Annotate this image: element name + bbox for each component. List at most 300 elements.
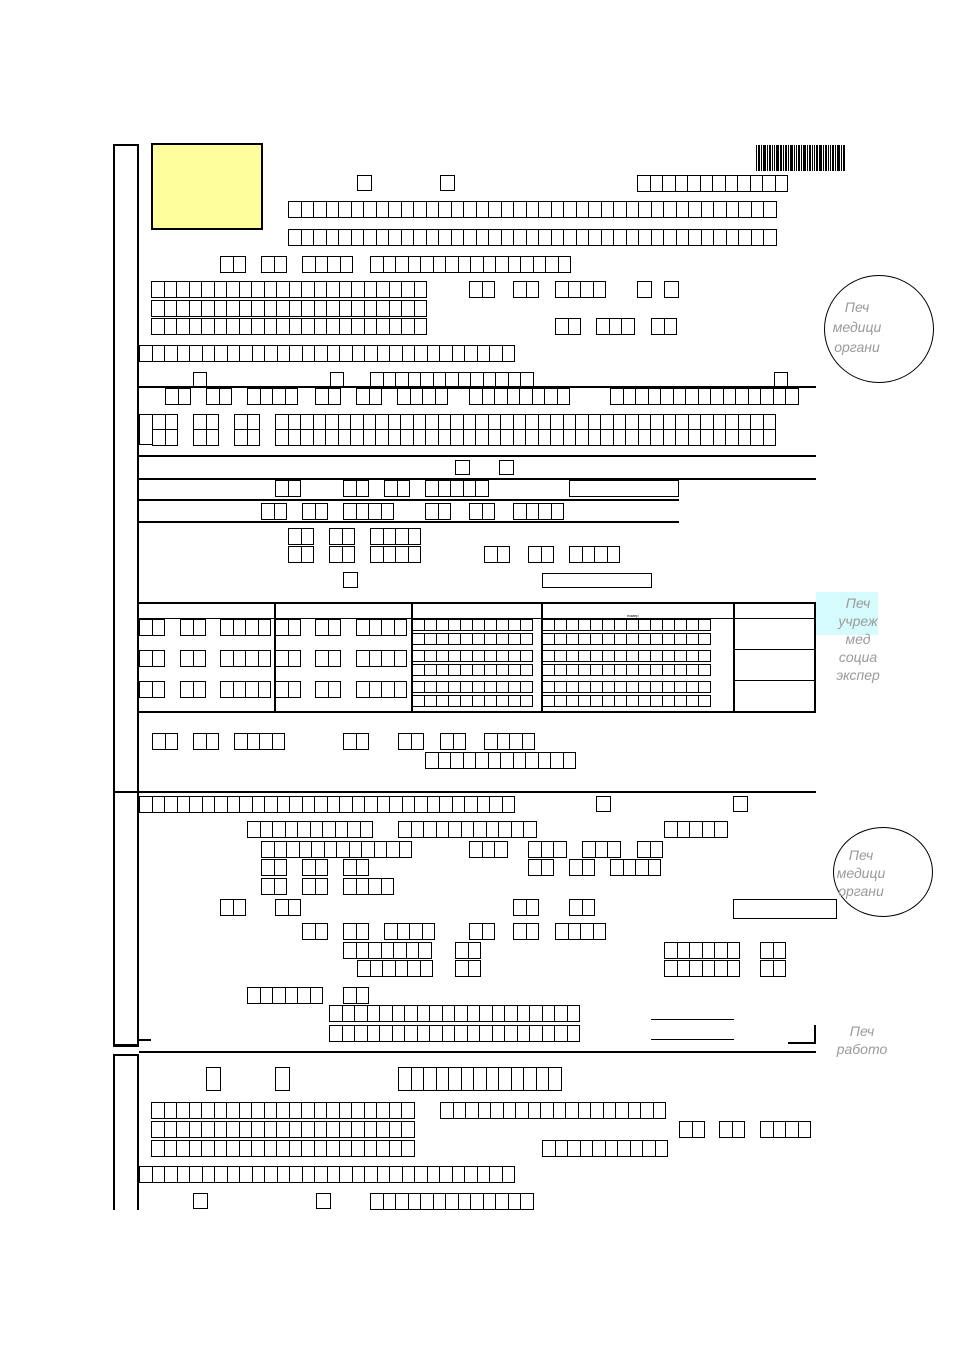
entry-cell[interactable]: [383, 546, 397, 563]
entry-cell[interactable]: [247, 429, 261, 446]
entry-cell[interactable]: [258, 650, 272, 667]
entry-cell[interactable]: [326, 1102, 340, 1119]
entry-cell[interactable]: [420, 256, 434, 273]
entry-cell[interactable]: [748, 388, 762, 405]
entry-cell[interactable]: [497, 733, 511, 750]
entry-cell[interactable]: [479, 1025, 493, 1042]
entry-cell[interactable]: [314, 1102, 328, 1119]
amount-cells[interactable]: [343, 987, 369, 1004]
amount-cells[interactable]: [343, 942, 432, 959]
entry-cell[interactable]: [488, 229, 502, 246]
entry-cell[interactable]: [339, 1166, 353, 1183]
entry-cell[interactable]: [576, 201, 590, 218]
entry-cell[interactable]: [401, 1102, 415, 1119]
entry-cell[interactable]: [370, 528, 384, 545]
entry-cell[interactable]: [315, 388, 329, 405]
entry-cell[interactable]: [264, 318, 278, 335]
entry-cell[interactable]: [798, 1121, 812, 1138]
entry-cell[interactable]: [277, 1166, 291, 1183]
entry-cell[interactable]: [343, 503, 357, 520]
date-cells[interactable]: [315, 619, 341, 636]
entry-cell[interactable]: [381, 650, 395, 667]
entry-cell[interactable]: [528, 841, 542, 858]
entry-cell[interactable]: [517, 1025, 531, 1042]
entry-cell[interactable]: [389, 318, 403, 335]
entry-cell[interactable]: [613, 229, 627, 246]
entry-cell[interactable]: [176, 281, 190, 298]
entry-cell[interactable]: [603, 1102, 617, 1119]
entry-cell[interactable]: [220, 650, 234, 667]
entry-cell[interactable]: [760, 388, 774, 405]
entry-cell[interactable]: [301, 528, 315, 545]
entry-cell[interactable]: [340, 256, 354, 273]
entry-cell[interactable]: [351, 1102, 365, 1119]
entry-cell[interactable]: [376, 300, 390, 317]
entry-cell[interactable]: [288, 480, 302, 497]
entry-cell[interactable]: [369, 619, 383, 636]
entry-cell[interactable]: [326, 201, 340, 218]
entry-cell[interactable]: [234, 733, 248, 750]
entry-cell[interactable]: [239, 1166, 253, 1183]
entry-cell[interactable]: [343, 859, 357, 876]
entry-cell[interactable]: [414, 1166, 428, 1183]
checkbox[interactable]: [455, 460, 470, 475]
entry-cell[interactable]: [325, 429, 339, 446]
entry-cell[interactable]: [299, 841, 313, 858]
entry-cell[interactable]: [513, 201, 527, 218]
entry-cell[interactable]: [592, 1140, 606, 1157]
entry-cell[interactable]: [327, 256, 341, 273]
entry-cell[interactable]: [288, 650, 302, 667]
entry-cell[interactable]: [350, 429, 364, 446]
entry-cell[interactable]: [578, 1102, 592, 1119]
entry-cell[interactable]: [343, 987, 357, 1004]
entry-cell[interactable]: [164, 796, 178, 813]
entry-cell[interactable]: [381, 503, 395, 520]
entry-cell[interactable]: [364, 345, 378, 362]
date-cells[interactable]: [329, 546, 355, 563]
entry-cell[interactable]: [301, 546, 315, 563]
entry-cell[interactable]: [401, 300, 415, 317]
entry-cell[interactable]: [276, 300, 290, 317]
entry-cell[interactable]: [202, 345, 216, 362]
entry-cell[interactable]: [650, 429, 664, 446]
entry-cell[interactable]: [164, 1166, 178, 1183]
entry-cell[interactable]: [261, 503, 275, 520]
entry-cell[interactable]: [375, 429, 389, 446]
entry-cell[interactable]: [251, 1102, 265, 1119]
entry-cell[interactable]: [541, 841, 555, 858]
entry-cell[interactable]: [465, 1102, 479, 1119]
entry-cell[interactable]: [542, 1025, 556, 1042]
entry-cell[interactable]: [452, 345, 466, 362]
entry-cell[interactable]: [621, 318, 635, 335]
entry-cell[interactable]: [214, 281, 228, 298]
entry-cell[interactable]: [523, 821, 537, 838]
entry-cell[interactable]: [189, 318, 203, 335]
entry-cell[interactable]: [264, 1166, 278, 1183]
entry-cell[interactable]: [520, 619, 533, 631]
entry-cell[interactable]: [413, 201, 427, 218]
entry-cell[interactable]: [388, 229, 402, 246]
entry-cell[interactable]: [692, 1121, 706, 1138]
entry-cell[interactable]: [454, 1025, 468, 1042]
entry-cell[interactable]: [193, 429, 207, 446]
entry-cell[interactable]: [326, 1121, 340, 1138]
entry-cell[interactable]: [289, 318, 303, 335]
entry-cell[interactable]: [525, 429, 539, 446]
entry-cell[interactable]: [520, 256, 534, 273]
entry-cell[interactable]: [475, 752, 489, 769]
entry-cell[interactable]: [261, 256, 275, 273]
entry-cell[interactable]: [327, 1166, 341, 1183]
entry-cell[interactable]: [301, 300, 315, 317]
entry-cell[interactable]: [364, 1140, 378, 1157]
number-cells[interactable]: [513, 899, 539, 916]
entry-cell[interactable]: [189, 1166, 203, 1183]
entry-cell[interactable]: [227, 796, 241, 813]
entry-cell[interactable]: [615, 1102, 629, 1119]
entry-cell[interactable]: [425, 503, 439, 520]
entry-cell[interactable]: [488, 752, 502, 769]
entry-cell[interactable]: [214, 345, 228, 362]
entry-cell[interactable]: [379, 1005, 393, 1022]
entry-cell[interactable]: [601, 229, 615, 246]
entry-cell[interactable]: [544, 388, 558, 405]
entry-cell[interactable]: [468, 960, 482, 977]
entry-cell[interactable]: [285, 388, 299, 405]
entry-cell[interactable]: [368, 878, 382, 895]
entry-cell[interactable]: [642, 1140, 656, 1157]
entry-cell[interactable]: [226, 1102, 240, 1119]
entry-cell[interactable]: [490, 1102, 504, 1119]
entry-cell[interactable]: [425, 480, 439, 497]
entry-cell[interactable]: [593, 923, 607, 940]
amount-cells[interactable]: [455, 942, 481, 959]
entry-cell[interactable]: [494, 841, 508, 858]
entry-cell[interactable]: [152, 796, 166, 813]
entry-cell[interactable]: [342, 1005, 356, 1022]
date-cells[interactable]: [425, 480, 489, 497]
entry-cell[interactable]: [595, 841, 609, 858]
date-cells[interactable]: [469, 281, 495, 298]
entry-cell[interactable]: [427, 345, 441, 362]
entry-cell[interactable]: [274, 878, 288, 895]
entry-cell[interactable]: [151, 300, 165, 317]
entry-cell[interactable]: [364, 1121, 378, 1138]
number-cells[interactable]: [664, 821, 728, 838]
entry-cell[interactable]: [233, 899, 247, 916]
name-cells[interactable]: [151, 1140, 415, 1157]
entry-cell[interactable]: [239, 796, 253, 813]
entry-cell[interactable]: [259, 733, 273, 750]
entry-cell[interactable]: [189, 1102, 203, 1119]
entry-cell[interactable]: [698, 633, 711, 645]
entry-cell[interactable]: [301, 1102, 315, 1119]
entry-cell[interactable]: [327, 345, 341, 362]
name-cells[interactable]: [440, 1102, 666, 1119]
entry-cell[interactable]: [542, 1140, 556, 1157]
entry-cell[interactable]: [455, 960, 469, 977]
entry-cell[interactable]: [343, 923, 357, 940]
entry-cell[interactable]: [189, 1140, 203, 1157]
entry-cell[interactable]: [313, 229, 327, 246]
date-cells[interactable]: [139, 650, 165, 667]
entry-cell[interactable]: [369, 388, 383, 405]
entry-cell[interactable]: [370, 256, 384, 273]
entry-cell[interactable]: [349, 841, 363, 858]
entry-cell[interactable]: [698, 619, 711, 631]
entry-cell[interactable]: [245, 619, 259, 636]
entry-cell[interactable]: [679, 1121, 693, 1138]
entry-cell[interactable]: [289, 1121, 303, 1138]
entry-cell[interactable]: [404, 1025, 418, 1042]
entry-cell[interactable]: [436, 821, 450, 838]
entry-cell[interactable]: [374, 841, 388, 858]
name-cells[interactable]: [329, 1005, 580, 1022]
entry-cell[interactable]: [315, 859, 329, 876]
entry-cell[interactable]: [302, 796, 316, 813]
checkbox[interactable]: [193, 1193, 208, 1209]
entry-cell[interactable]: [193, 650, 207, 667]
entry-cell[interactable]: [369, 650, 383, 667]
entry-cell[interactable]: [139, 345, 153, 362]
entry-cell[interactable]: [541, 859, 555, 876]
entry-cell[interactable]: [532, 388, 546, 405]
entry-cell[interactable]: [314, 345, 328, 362]
entry-cell[interactable]: [576, 229, 590, 246]
entry-cell[interactable]: [550, 752, 564, 769]
entry-cell[interactable]: [314, 1166, 328, 1183]
entry-cell[interactable]: [500, 429, 514, 446]
entry-cell[interactable]: [436, 1067, 450, 1091]
entry-cell[interactable]: [315, 681, 329, 698]
entry-cell[interactable]: [451, 201, 465, 218]
entry-cell[interactable]: [214, 1140, 228, 1157]
entry-cell[interactable]: [384, 923, 398, 940]
date-cells[interactable]: [719, 1121, 745, 1138]
entry-cell[interactable]: [398, 733, 412, 750]
entry-cell[interactable]: [623, 388, 637, 405]
number-cells[interactable]: [469, 841, 508, 858]
entry-cell[interactable]: [445, 1193, 459, 1210]
date-cells[interactable]: [356, 619, 407, 636]
date-cells[interactable]: [193, 733, 219, 750]
entry-cell[interactable]: [289, 1166, 303, 1183]
entry-cell[interactable]: [458, 1193, 472, 1210]
entry-cell[interactable]: [227, 1166, 241, 1183]
entry-cell[interactable]: [364, 1102, 378, 1119]
entry-cell[interactable]: [201, 300, 215, 317]
entry-cell[interactable]: [473, 1067, 487, 1091]
entry-cell[interactable]: [226, 281, 240, 298]
date-cells[interactable]: [384, 923, 435, 940]
text-cells[interactable]: [139, 796, 515, 813]
entry-cell[interactable]: [710, 388, 724, 405]
entry-cell[interactable]: [264, 345, 278, 362]
entry-cell[interactable]: [376, 201, 390, 218]
entry-cell[interactable]: [623, 859, 637, 876]
entry-cell[interactable]: [381, 681, 395, 698]
entry-cell[interactable]: [648, 859, 662, 876]
entry-cell[interactable]: [288, 619, 302, 636]
entry-cell[interactable]: [356, 681, 370, 698]
entry-cell[interactable]: [288, 429, 302, 446]
entry-cell[interactable]: [315, 256, 329, 273]
date-cells[interactable]: [343, 480, 369, 497]
entry-cell[interactable]: [638, 429, 652, 446]
entry-cell[interactable]: [438, 503, 452, 520]
entry-cell[interactable]: [567, 1005, 581, 1022]
entry-cell[interactable]: [151, 1121, 165, 1138]
entry-cell[interactable]: [513, 429, 527, 446]
grid-cells[interactable]: [412, 650, 533, 662]
entry-cell[interactable]: [401, 201, 415, 218]
entry-cell[interactable]: [234, 429, 248, 446]
number-cells[interactable]: [220, 899, 246, 916]
entry-cell[interactable]: [376, 1140, 390, 1157]
entry-cell[interactable]: [580, 1140, 594, 1157]
entry-cell[interactable]: [551, 201, 565, 218]
entry-cell[interactable]: [376, 281, 390, 298]
entry-cell[interactable]: [370, 1193, 384, 1210]
text-cells[interactable]: [275, 429, 776, 446]
entry-cell[interactable]: [664, 942, 678, 959]
entry-cell[interactable]: [361, 841, 375, 858]
date-cells[interactable]: [370, 546, 421, 563]
entry-cell[interactable]: [251, 318, 265, 335]
entry-cell[interactable]: [314, 281, 328, 298]
entry-cell[interactable]: [712, 175, 726, 192]
number-cells[interactable]: [569, 899, 595, 916]
grid-cells[interactable]: [542, 681, 711, 693]
entry-cell[interactable]: [738, 429, 752, 446]
entry-cell[interactable]: [261, 878, 275, 895]
entry-cell[interactable]: [469, 388, 483, 405]
checkbox[interactable]: [774, 372, 788, 387]
entry-cell[interactable]: [422, 923, 436, 940]
entry-cell[interactable]: [288, 201, 302, 218]
entry-cell[interactable]: [251, 300, 265, 317]
entry-cell[interactable]: [469, 841, 483, 858]
entry-cell[interactable]: [343, 878, 357, 895]
entry-cell[interactable]: [363, 229, 377, 246]
name-cells[interactable]: [151, 318, 427, 335]
checkbox[interactable]: [275, 1067, 290, 1091]
entry-cell[interactable]: [328, 388, 342, 405]
entry-cell[interactable]: [364, 318, 378, 335]
entry-cell[interactable]: [688, 429, 702, 446]
number-cells[interactable]: [637, 175, 788, 192]
date-cells[interactable]: [165, 388, 191, 405]
entry-cell[interactable]: [180, 619, 194, 636]
entry-cell[interactable]: [176, 300, 190, 317]
entry-cell[interactable]: [139, 414, 153, 445]
entry-cell[interactable]: [274, 503, 288, 520]
entry-cell[interactable]: [425, 429, 439, 446]
entry-cell[interactable]: [732, 1121, 746, 1138]
entry-cell[interactable]: [394, 619, 408, 636]
entry-cell[interactable]: [364, 300, 378, 317]
entry-cell[interactable]: [339, 1121, 353, 1138]
entry-cell[interactable]: [152, 619, 166, 636]
entry-cell[interactable]: [339, 796, 353, 813]
entry-cell[interactable]: [376, 1102, 390, 1119]
entry-cell[interactable]: [402, 796, 416, 813]
entry-cell[interactable]: [220, 619, 234, 636]
entry-cell[interactable]: [152, 1166, 166, 1183]
entry-cell[interactable]: [610, 388, 624, 405]
entry-cell[interactable]: [477, 796, 491, 813]
entry-cell[interactable]: [565, 1102, 579, 1119]
entry-cell[interactable]: [568, 318, 582, 335]
entry-cell[interactable]: [300, 429, 314, 446]
date-cells[interactable]: [139, 681, 165, 698]
entry-cell[interactable]: [763, 201, 777, 218]
entry-cell[interactable]: [289, 300, 303, 317]
entry-cell[interactable]: [458, 256, 472, 273]
text-cells[interactable]: [469, 388, 570, 405]
date-cells[interactable]: [760, 1121, 811, 1138]
entry-cell[interactable]: [313, 201, 327, 218]
checkbox[interactable]: [316, 1193, 331, 1209]
date-cells[interactable]: [356, 650, 407, 667]
entry-cell[interactable]: [180, 650, 194, 667]
date-cells[interactable]: [440, 733, 466, 750]
entry-cell[interactable]: [596, 318, 610, 335]
entry-cell[interactable]: [402, 345, 416, 362]
grid-cells[interactable]: [412, 664, 533, 676]
date-cells[interactable]: [513, 923, 539, 940]
entry-cell[interactable]: [275, 429, 289, 446]
entry-cell[interactable]: [201, 1140, 215, 1157]
entry-cell[interactable]: [164, 1140, 178, 1157]
entry-cell[interactable]: [381, 619, 395, 636]
entry-cell[interactable]: [442, 1005, 456, 1022]
entry-cell[interactable]: [520, 650, 533, 662]
entry-cell[interactable]: [152, 733, 166, 750]
entry-cell[interactable]: [343, 480, 357, 497]
entry-cell[interactable]: [356, 480, 370, 497]
date-cells[interactable]: [484, 546, 510, 563]
entry-cell[interactable]: [468, 942, 482, 959]
entry-cell[interactable]: [394, 650, 408, 667]
entry-cell[interactable]: [398, 1067, 412, 1091]
entry-cell[interactable]: [354, 1005, 368, 1022]
amount-cells[interactable]: [760, 942, 786, 959]
entry-cell[interactable]: [368, 942, 382, 959]
date-cells[interactable]: [275, 681, 301, 698]
entry-cell[interactable]: [463, 429, 477, 446]
date-cells[interactable]: [343, 733, 369, 750]
entry-cell[interactable]: [351, 300, 365, 317]
entry-cell[interactable]: [609, 318, 623, 335]
entry-cell[interactable]: [453, 733, 467, 750]
entry-cell[interactable]: [226, 1121, 240, 1138]
entry-cell[interactable]: [557, 388, 571, 405]
entry-cell[interactable]: [406, 942, 420, 959]
entry-cell[interactable]: [501, 201, 515, 218]
entry-cell[interactable]: [338, 429, 352, 446]
entry-cell[interactable]: [492, 1025, 506, 1042]
entry-cell[interactable]: [276, 1102, 290, 1119]
entry-cell[interactable]: [563, 201, 577, 218]
entry-cell[interactable]: [401, 318, 415, 335]
entry-cell[interactable]: [513, 503, 527, 520]
entry-cell[interactable]: [501, 229, 515, 246]
entry-cell[interactable]: [737, 175, 751, 192]
entry-cell[interactable]: [377, 1166, 391, 1183]
